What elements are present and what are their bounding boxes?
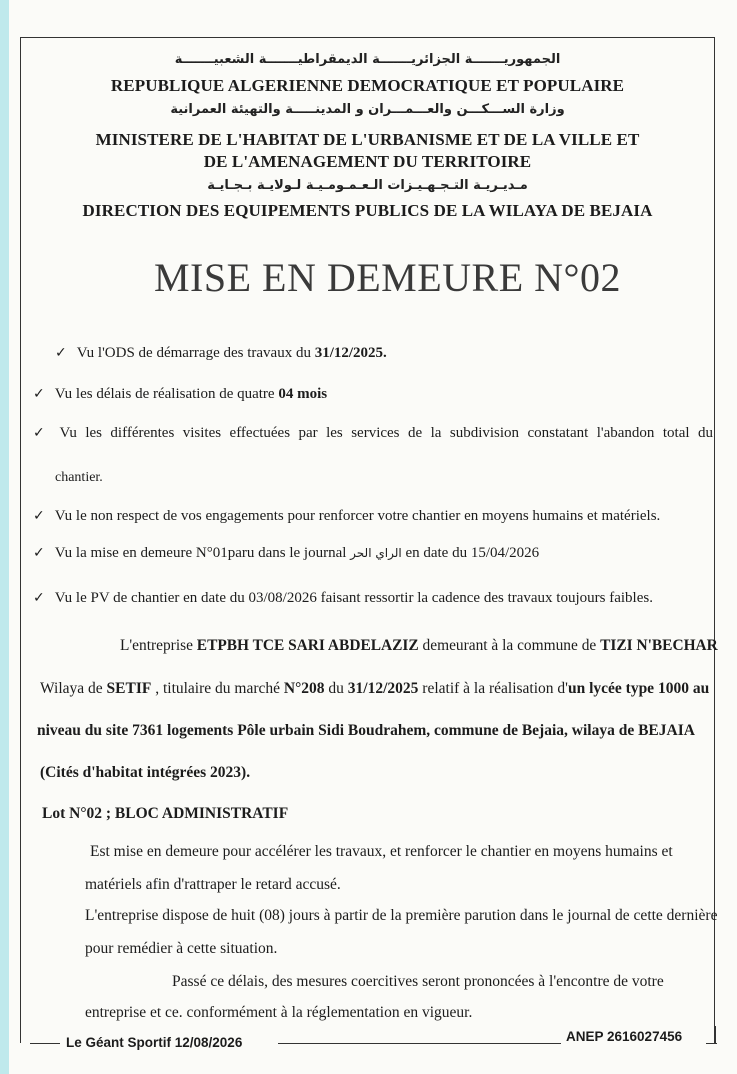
vu-item-visites-cont: chantier. — [55, 470, 103, 485]
header-arabic-republic: الجمهوريـــــــة الجزائريـــــــة الديمقراطيـــــــة الشعبيـــــــة — [174, 52, 561, 67]
body-line-7a: Passé ce délais, des mesures coercitives seront prononcées à l'encontre de votre — [172, 973, 664, 990]
vu-item-engagements: ✓ Vu le non respect de vos engagements pour renforcer votre chantier en moyens humains et matériels. — [33, 508, 661, 524]
scan-edge — [0, 0, 9, 1074]
body-line-5b: matériels afin d'rattraper le retard accusé. — [85, 876, 341, 893]
footer-publication: Le Géant Sportif 12/08/2026 — [66, 1035, 243, 1050]
body-line-3: niveau du site 7361 logements Pôle urbain Sidi Boudrahem, commune de Bejaia, wilaya de BEJAIA — [37, 722, 695, 739]
check-icon: ✓ — [33, 545, 45, 561]
vu-item-mise-en-demeure: ✓ Vu la mise en demeure N°01paru dans le journal الراي الحر en date du 15/04/2026 — [33, 545, 540, 561]
footer-rule-left — [30, 1043, 60, 1044]
footer — [20, 1029, 717, 1051]
check-icon: ✓ — [33, 590, 45, 606]
vu-item-delais: ✓ Vu les délais de réalisation de quatre 04 mois — [33, 386, 328, 402]
vu-item-visites: ✓ Vu les différentes visites effectuées par les services de la subdivision constatant l'abandon total du — [33, 425, 713, 441]
header-ministry-line-2: DE L'AMENAGEMENT DU TERRITOIRE — [203, 152, 532, 171]
check-icon: ✓ — [33, 386, 45, 402]
footer-anep-ref: ANEP 2616027456 — [566, 1029, 683, 1044]
header-ministry-line-1: MINISTERE DE L'HABITAT DE L'URBANISME ET DE LA VILLE ET — [95, 130, 640, 149]
footer-rule-corner — [715, 1026, 716, 1044]
body-line-1: L'entreprise ETPBH TCE SARI ABDELAZIZ demeurant à la commune de TIZI N'BECHAR — [120, 637, 718, 654]
footer-rule-middle — [278, 1043, 561, 1044]
body-line-5a: Est mise en demeure pour accélérer les travaux, et renforcer le chantier en moyens humains et — [90, 843, 673, 860]
header-republic: REPUBLIQUE ALGERIENNE DEMOCRATIQUE ET POPULAIRE — [110, 76, 625, 95]
vu-item-pv: ✓ Vu le PV de chantier en date du 03/08/2026 faisant ressortir la cadence des travaux toujours faibles. — [33, 590, 653, 606]
vu-item-ods: ✓ Vu l'ODS de démarrage des travaux du 31/12/2025. — [55, 345, 387, 361]
check-icon: ✓ — [55, 345, 67, 361]
check-icon: ✓ — [33, 508, 45, 524]
body-line-4: (Cités d'habitat intégrées 2023). — [40, 764, 251, 781]
body-line-6a: L'entreprise dispose de huit (08) jours à partir de la première parution dans le journal de cette dernière — [85, 907, 718, 924]
body-line-6b: pour remédier à cette situation. — [85, 940, 278, 957]
notice-title: MISE EN DEMEURE N°02 — [153, 255, 622, 300]
journal-name-arabic: الراي الحر — [350, 546, 402, 560]
body-line-2: Wilaya de SETIF , titulaire du marché N°208 du 31/12/2025 relatif à la réalisation d'un lycée type 1000 au — [40, 680, 710, 697]
body-line-7b: entreprise et ce. conformément à la réglementation en vigueur. — [85, 1004, 473, 1021]
header-arabic-ministry: وزارة الســـكـــن والعـــمـــران و المدينـــــة والتهيئة العمرانية — [170, 102, 565, 117]
check-icon: ✓ — [33, 425, 50, 441]
header-direction: DIRECTION DES EQUIPEMENTS PUBLICS DE LA WILAYA DE BEJAIA — [82, 201, 653, 220]
lot-heading: Lot N°02 ; BLOC ADMINISTRATIF — [42, 805, 289, 822]
header-arabic-direction: مـديـريـة التـجـهـيـزات الـعـمـومـيـة لـولايـة بـجـايـة — [207, 178, 528, 193]
